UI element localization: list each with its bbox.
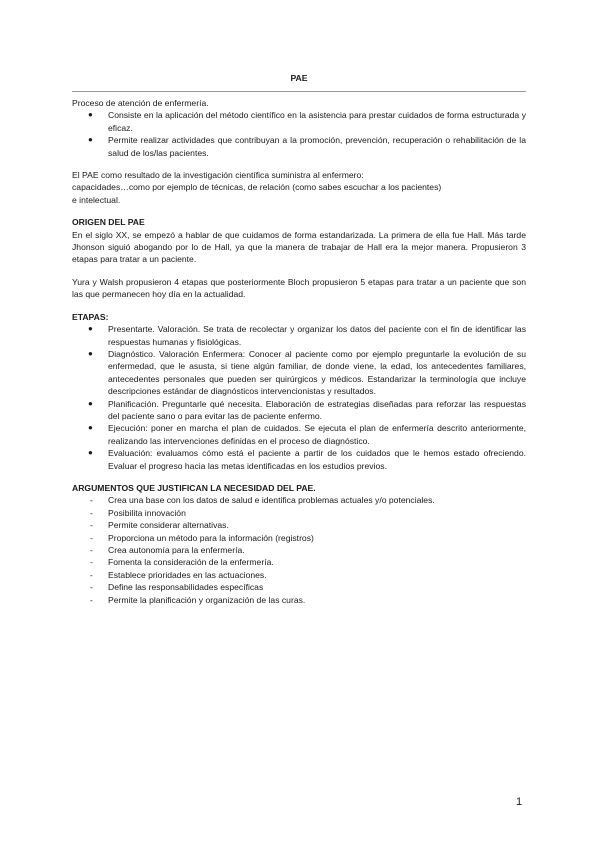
list-item-text: Consiste en la aplicación del método científico en la asistencia para prestar cuidados de forma estructurada y eficaz. xyxy=(108,110,526,133)
bullet-icon: ● xyxy=(88,448,93,458)
bullet-icon: ● xyxy=(88,324,93,334)
list-item xyxy=(72,556,526,568)
dash-icon: - xyxy=(90,507,93,518)
list-item-text: Crea una base con los datos de salud e identifica problemas actuales y/o potenciales. xyxy=(108,495,435,506)
list-item-text: Proporciona un método para la información (registros) xyxy=(108,532,314,543)
dash-icon: - xyxy=(90,532,93,543)
list-item-text: Establece prioridades en las actuaciones. xyxy=(108,569,267,580)
list-item xyxy=(72,134,526,159)
intro-bullet-list xyxy=(72,109,526,159)
list-item xyxy=(72,519,526,531)
list-item xyxy=(72,323,526,348)
list-item-text: Posibilita innovación xyxy=(108,507,186,518)
intro-heading-line: Proceso de atención de enfermería. xyxy=(72,98,209,108)
argumentos-list xyxy=(72,494,526,606)
list-item xyxy=(72,398,526,423)
list-item xyxy=(72,569,526,581)
list-item-text: Evaluación: evaluamos cómo está el paciente a partir de los cuidados que le hemos estado ofreciendo. Evaluar el progreso hacia las metas identificadas en los estudios previos. xyxy=(108,448,526,471)
section-heading-etapas: ETAPAS: xyxy=(72,311,109,322)
dash-icon: - xyxy=(90,569,93,580)
list-item xyxy=(72,581,526,593)
origen-paragraph-2: Yura y Walsh propusieron 4 etapas que posteriormente Bloch propusieron 5 etapas para tratar a un paciente que son las que permanecen hoy día en la actualidad. xyxy=(72,276,526,300)
list-item-text: Crea autonomía para la enfermería. xyxy=(108,545,245,555)
bullet-icon: ● xyxy=(88,398,93,408)
page-number: 1 xyxy=(516,796,523,808)
list-item-text: Planificación. Preguntarle qué necesita. Elaboración de estrategias diseñadas para reforzar las respuestas del paciente sano o para evitar las de paciente enfermo. xyxy=(108,398,526,421)
section-heading-origen: ORIGEN DEL PAE xyxy=(72,217,145,228)
list-item xyxy=(72,447,526,472)
result-line-2: capacidades…como por ejemplo de técnicas, de relación (como sabes escuchar a los pacientes) xyxy=(72,182,442,193)
result-line-1: El PAE como resultado de la investigación científica suministra al enfermero: xyxy=(72,170,364,181)
title-divider xyxy=(72,91,526,92)
list-item-text: Ejecución: poner en marcha el plan de cuidados. Se ejecuta el plan de enfermería descrito anteriormente, realizando las intervenciones definidas en el proceso de diagnóstico. xyxy=(108,423,526,446)
bullet-icon: ● xyxy=(88,110,93,120)
list-item xyxy=(72,494,526,506)
origen-paragraph-1: En el siglo XX, se empezó a hablar de que cuidamos de forma estandarizada. La primera de ella fue Hall. Más tarde Jhonson siguió abogando por lo de Hall, ya que la manera de trabajar de Hall era la mejor manera. Propusieron 3 etapas para tratar a un paciente. xyxy=(72,229,526,265)
list-item-text: Diagnóstico. Valoración Enfermera: Conocer al paciente como por ejemplo preguntarle la evolución de su enfermedad, que le asusta, si tiene algún familiar, de donde viene, la edad, los antecedentes familiares, antecedentes personales que pueden ser quirúrgicos y médicos. Estandarizar la terminología que incluye descripciones estándar de diagnósticos intervencionistas y resultados. xyxy=(108,348,526,397)
list-item xyxy=(72,507,526,519)
page-title: PAE xyxy=(290,73,308,83)
list-item xyxy=(72,594,526,606)
list-item xyxy=(72,532,526,544)
list-item-text: Presentarte. Valoración. Se trata de recolectar y organizar los datos del paciente con el fin de identificar las respuestas humanas y fisiológicas. xyxy=(108,324,526,347)
list-item-text: Permite realizar actividades que contribuyan a la promoción, prevención, recuperación o rehabilitación de la salud de los/las pacientes. xyxy=(108,135,526,158)
result-line-3: e intelectual. xyxy=(72,194,121,205)
dash-icon: - xyxy=(90,545,93,555)
bullet-icon: ● xyxy=(88,135,93,145)
dash-icon: - xyxy=(90,495,93,506)
section-heading-argumentos: ARGUMENTOS QUE JUSTIFICAN LA NECESIDAD DEL PAE. xyxy=(72,482,316,493)
bullet-icon: ● xyxy=(88,348,93,358)
etapas-list xyxy=(72,323,526,472)
list-item-text: Fomenta la consideración de la enfermería. xyxy=(108,557,274,568)
list-item-text: Permite la planificación y organización de las curas. xyxy=(108,594,306,605)
list-item-text: Permite considerar alternativas. xyxy=(108,520,229,531)
document-page xyxy=(72,66,526,606)
dash-icon: - xyxy=(90,557,93,568)
list-item-text: Define las responsabilidades específicas xyxy=(108,582,264,593)
dash-icon: - xyxy=(90,520,93,531)
list-item xyxy=(72,348,526,398)
dash-icon: - xyxy=(90,594,93,605)
list-item xyxy=(72,544,526,556)
bullet-icon: ● xyxy=(88,423,93,433)
list-item xyxy=(72,109,526,134)
dash-icon: - xyxy=(90,582,93,593)
list-item xyxy=(72,422,526,447)
